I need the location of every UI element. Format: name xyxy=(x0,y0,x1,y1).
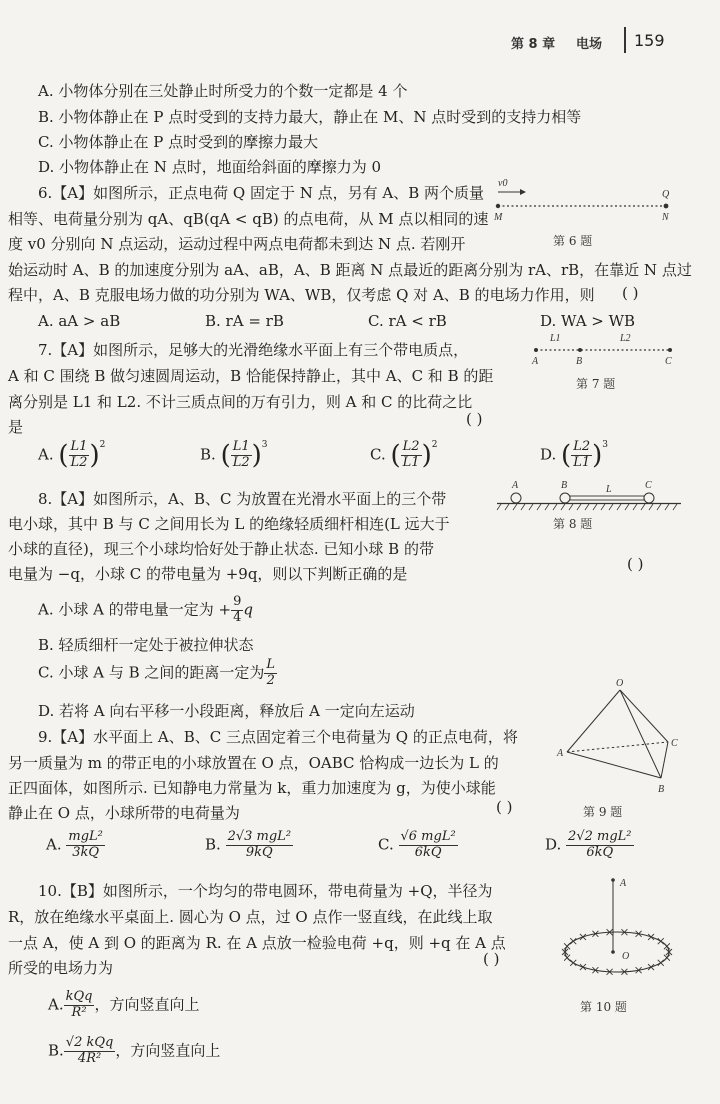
q9-option-b: B. $\frac{\text{2√3 mgL²}}{9kQ}$ xyxy=(205,829,292,860)
q5-option-d: D. 小物体静止在 N 点时，地面给斜面的摩擦力为 0 xyxy=(38,158,382,176)
q6-bracket: ( ) xyxy=(622,284,639,302)
q7-option-a: A. ( $\frac{L1}{L2}$ )$^2$ xyxy=(38,439,106,471)
q8-label-a: A xyxy=(512,480,519,491)
q6-option-b: B. rA = rB xyxy=(205,312,284,330)
q8-figure xyxy=(495,478,685,518)
q8-line-4: 电量为 −q，小球 C 的带电量为 +9q，则以下判断正确的是 xyxy=(8,565,408,583)
header-divider xyxy=(624,27,626,53)
q8-label-b: B xyxy=(561,480,568,491)
q7-line-3: 离分别是 L1 和 L2. 不计三质点间的万有引力，则 A 和 C 的比荷之比 xyxy=(8,393,473,411)
q9-label-a: A xyxy=(557,748,564,759)
q10-label-o: O xyxy=(622,951,630,962)
q9-figure xyxy=(555,672,685,802)
q10-bracket: ( ) xyxy=(483,950,500,968)
q9-label-c: C xyxy=(671,738,678,749)
q9-option-c: C. $\frac{\text{√6 mgL²}}{6kQ}$ xyxy=(378,829,456,860)
q5-option-b: B. 小物体静止在 P 点时受到的支持力最大，静止在 M、N 点时受到的支持力相等 xyxy=(38,108,582,126)
q7-label-c: C xyxy=(665,356,672,367)
q7-line-4: 是 xyxy=(8,418,24,436)
q7-line-2: A 和 C 围绕 B 做匀速圆周运动，B 恰能保持静止，其中 A、C 和 B 的距 xyxy=(8,367,494,385)
q6-figure xyxy=(488,172,688,222)
q9-label-b: B xyxy=(658,784,665,795)
q8-option-c: C. 小球 A 与 B 之间的距离一定为 $\frac{L}{2}$ xyxy=(38,657,276,688)
q8-label-c: C xyxy=(645,480,652,491)
q8-line-2: 电小球，其中 B 与 C 之间用长为 L 的绝缘轻质细杆相连(L 远大于 xyxy=(8,515,450,533)
q7-bracket: ( ) xyxy=(466,410,483,428)
q8-bracket: ( ) xyxy=(627,555,644,573)
q7-line-1: 7.【A】如图所示，足够大的光滑绝缘水平面上有三个带电质点， xyxy=(38,341,469,359)
q10-line-2: R，放在绝缘水平桌面上. 圆心为 O 点，过 O 点作一竖直线，在此线上取 xyxy=(8,908,493,926)
q6-line-1: 6.【A】如图所示，正点电荷 Q 固定于 N 点，另有 A、B 两个质量 xyxy=(38,184,485,202)
q9-caption: 第 9 题 xyxy=(583,805,623,819)
q5-option-c: C. 小物体静止在 P 点时受到的摩擦力最大 xyxy=(38,133,319,151)
q9-line-4: 静止在 O 点，小球所带的电荷量为 xyxy=(8,804,240,822)
q7-label-l1: L1 xyxy=(550,333,561,344)
q6-label-m: M xyxy=(494,212,503,222)
q10-line-4: 所受的电场力为 xyxy=(8,959,114,977)
q6-option-c: C. rA < rB xyxy=(368,312,447,330)
q8-label-l: L xyxy=(606,484,612,495)
q6-line-2: 相等、电荷量分别为 qA、qB(qA < qB) 的点电荷，从 M 点以相同的速 xyxy=(8,210,489,228)
q7-option-c: C. ( $\frac{L2}{L1}$ )$^2$ xyxy=(370,439,438,471)
q6-line-4: 始运动时 A、B 的加速度分别为 aA、aB，A、B 距离 N 点最近的距离分别为 rA、rB，在靠近 N 点过 xyxy=(8,261,692,279)
q8-option-a: A. 小球 A 的带电量一定为 + $\frac{9}{4}$ q xyxy=(38,594,253,625)
q10-option-b: B. $\frac{\text{√2 kQq}}{\text{4R²}}$ ，方向竖直向上 xyxy=(48,1035,221,1066)
q8-caption: 第 8 题 xyxy=(553,517,593,531)
q6-option-d: D. WA > WB xyxy=(540,312,636,330)
page-number: 159 xyxy=(634,31,665,50)
q10-line-3: 一点 A，使 A 到 O 的距离为 R. 在 A 点放一检验电荷 +q，则 +q 在 A 点 xyxy=(8,934,506,952)
q8-line-3: 小球的直径)，现三个小球均恰好处于静止状态. 已知小球 B 的带 xyxy=(8,540,434,558)
q9-line-3: 正四面体，如图所示. 已知静电力常量为 k，重力加速度为 g，为使小球能 xyxy=(8,779,496,797)
q7-option-d: D. ( $\frac{L2}{L1}$ )$^3$ xyxy=(540,439,608,471)
q9-option-a: A. $\frac{\text{mgL²}}{3kQ}$ xyxy=(46,829,103,860)
chapter-number: 第 8 章 xyxy=(511,37,556,52)
q7-label-b: B xyxy=(576,356,583,367)
q7-caption: 第 7 题 xyxy=(576,377,616,391)
q7-label-l2: L2 xyxy=(620,333,631,344)
chapter-title: 电场 xyxy=(576,37,603,52)
q6-line-5: 程中，A、B 克服电场力做的功分别为 WA、WB，仅考虑 Q 对 A、B 的电场力作用，则 xyxy=(8,286,595,304)
q6-line-3: 度 v0 分别向 N 点运动，运动过程中两点电荷都未到达 N 点. 若刚开 xyxy=(8,235,466,253)
q8-line-1: 8.【A】如图所示，A、B、C 为放置在光滑水平面上的三个带 xyxy=(38,490,447,508)
q5-option-a: A. 小物体分别在三处静止时所受力的个数一定都是 4 个 xyxy=(38,82,408,100)
q9-label-o: O xyxy=(616,678,624,689)
q6-label-n: N xyxy=(662,212,669,222)
q7-figure xyxy=(528,330,678,370)
q6-label-q: Q xyxy=(662,189,670,200)
q6-option-a: A. aA > aB xyxy=(38,312,121,330)
q8-option-d: D. 若将 A 向右平移一小段距离，释放后 A 一定向左运动 xyxy=(38,702,415,720)
q9-line-2: 另一质量为 m 的带正电的小球放置在 O 点，OABC 恰构成一边长为 L 的 xyxy=(8,754,499,772)
q7-label-a: A xyxy=(532,356,539,367)
q9-option-d: D. $\frac{\text{2√2 mgL²}}{6kQ}$ xyxy=(545,829,632,860)
q8-option-b: B. 轻质细杆一定处于被拉伸状态 xyxy=(38,636,254,654)
q10-figure xyxy=(560,872,685,987)
q7-option-b: B. ( $\frac{L1}{L2}$ )$^3$ xyxy=(200,439,268,471)
q9-line-1: 9.【A】水平面上 A、B、C 三点固定着三个电荷量为 Q 的正点电荷，将 xyxy=(38,728,518,746)
q10-caption: 第 10 题 xyxy=(580,1000,627,1014)
q10-option-a: A. $\frac{\text{kQq}}{\text{R²}}$ ，方向竖直向上 xyxy=(48,989,200,1020)
q10-line-1: 10.【B】如图所示，一个均匀的带电圆环，带电荷量为 +Q，半径为 xyxy=(38,882,493,900)
q6-caption: 第 6 题 xyxy=(553,234,593,248)
q9-bracket: ( ) xyxy=(496,798,513,816)
q6-label-v0: v0 xyxy=(498,178,508,189)
q10-label-a: A xyxy=(620,878,627,889)
